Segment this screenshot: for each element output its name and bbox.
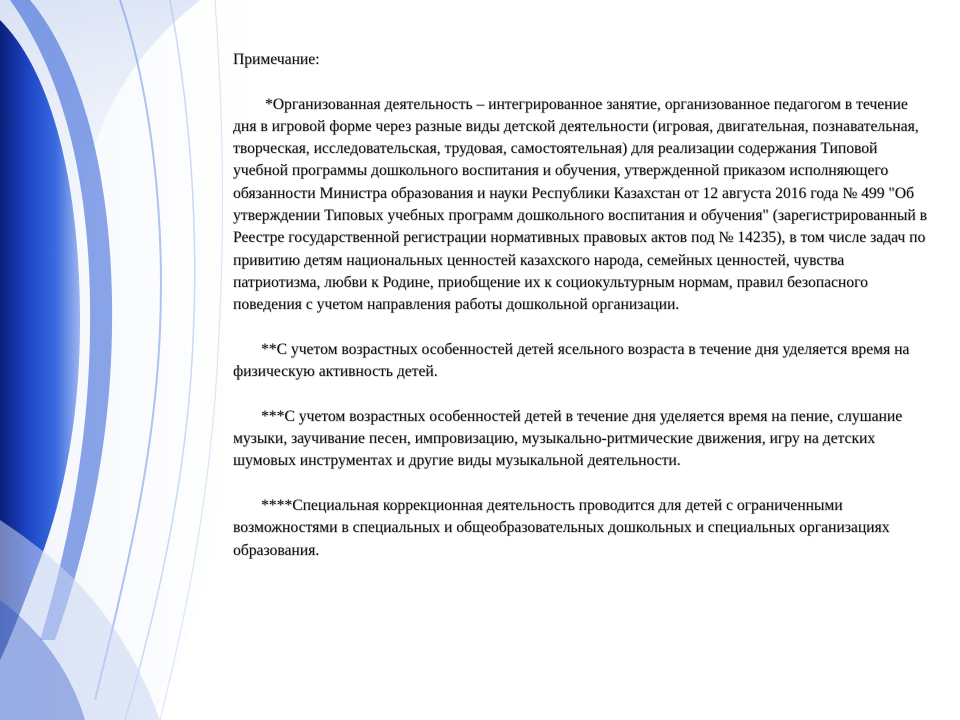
notes-title: Примечание: <box>233 51 320 68</box>
note-paragraph-2: **С учетом возрастных особенностей детей ясельного возраста в течение дня уделяется время на физическую активность детей. <box>233 340 910 381</box>
note-paragraph-1: *Организованная деятельность – интегрированное занятие, организованное педагогом в течение дня в игровой форме через разные виды детской деятельности (игровая, двигательная, познавательная, творческая, исследовательская, трудовая, самостоятельная) для реализации содержания Типовой учебной программы дошкольного воспитания и обучения, утвержденной приказом исполняющего обязанности Министра образования и науки Республики Казахстан от 12 августа 2016 года № 499 "Об утверждении Типовых учебных программ дошкольного воспитания и обучения" (зарегистрированный в Реестре государственной регистрации нормативных правовых актов под № 14235), в том числе задач по привитию детям национальных ценностей казахского народа, семейных ценностей, чувства патриотизма, любви к Родине, приобщение их к социокультурным нормам, правил безопасного поведения с учетом направления работы дошкольной организации. <box>233 95 927 314</box>
notes-text-block <box>233 49 933 584</box>
note-paragraph-4: ****Специальная коррекционная деятельность проводится для детей с ограниченными возможностями в специальных и общеобразовательных дошкольных и специальных организациях образования. <box>233 496 890 559</box>
note-paragraph-3: ***С учетом возрастных особенностей детей в течение дня уделяется время на пение, слушание музыки, заучивание песен, импровизацию, музыкально-ритмические движения, игру на детских шумовых инструментах и другие виды музыкальной деятельности. <box>233 407 903 470</box>
